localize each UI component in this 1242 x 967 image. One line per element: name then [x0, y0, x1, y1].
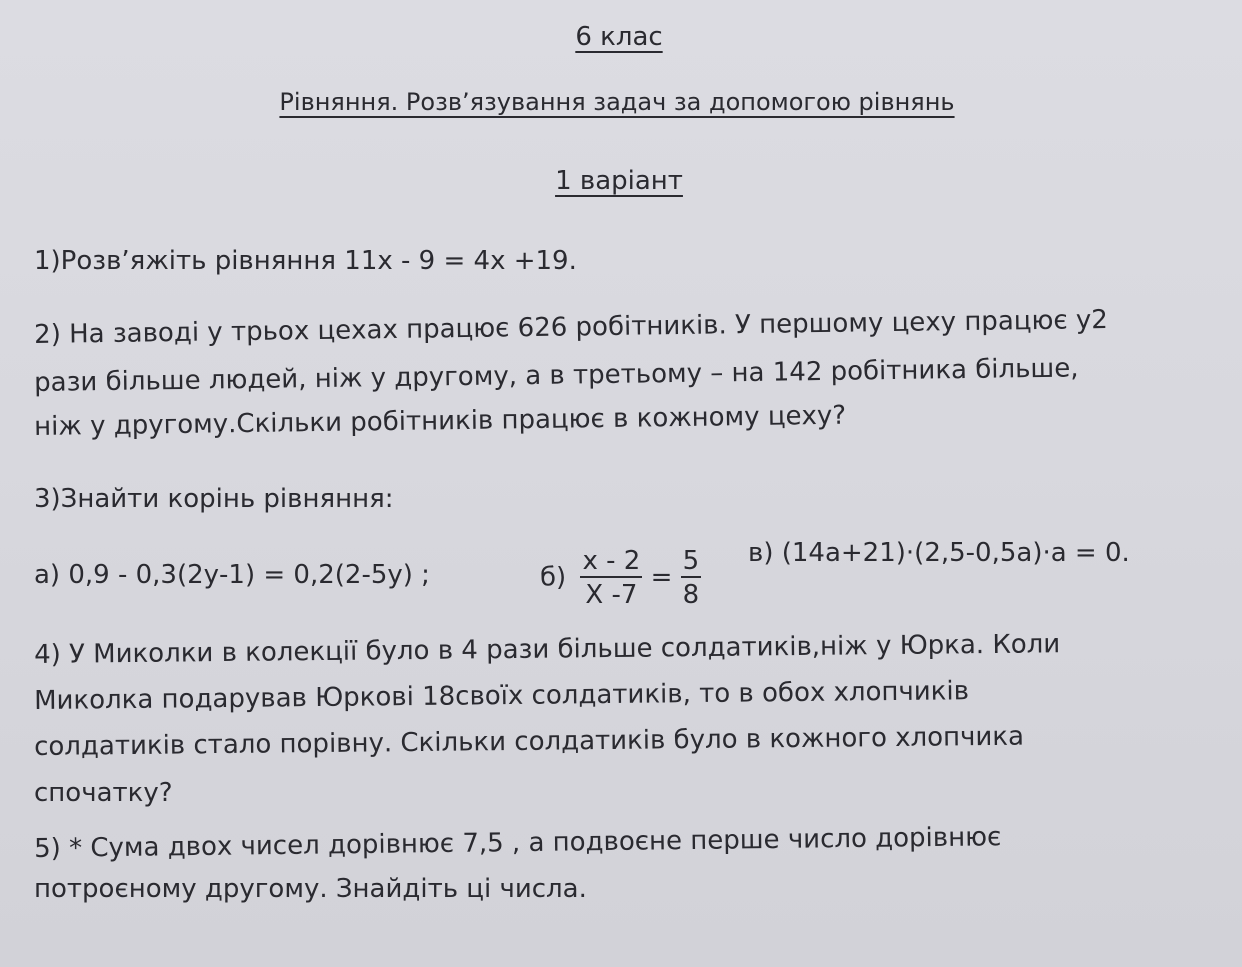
task-2-line-1: 2) На заводі у трьох цехах працює 626 робітників. У першому цеху працює у2	[33, 305, 1109, 350]
task-4-line-3: солдатиків стало порівну. Скільки солдатиків було в кожного хлопчика	[33, 721, 1025, 762]
grade-heading: 6 клас	[575, 22, 663, 52]
task-5-line-2: потроєному другому. Знайдіть ці числа.	[34, 874, 587, 904]
task-4-line-2: Миколка подарував Юркові 18своїх солдатиків, то в обох хлопчиків	[33, 676, 970, 716]
task-4-line-4: спочатку?	[34, 778, 173, 808]
task-3b-equation	[540, 548, 701, 608]
variant-heading: 1 варіант	[555, 166, 683, 196]
task-3b-equals: =	[650, 562, 673, 593]
task-3b-right-fraction	[681, 548, 702, 608]
task-2-line-2: рази більше людей, ніж у другому, а в третьому – на 142 робітника більше,	[33, 353, 1079, 398]
task-3-title: 3)Знайти корінь рівняння:	[34, 484, 394, 514]
task-2-line-3: ніж у другому.Скільки робітників працює в кожному цеху?	[33, 400, 847, 442]
task-3b-label: б)	[540, 562, 567, 593]
task-3c-equation: в) (14а+21)·(2,5-0,5а)·а = 0.	[748, 538, 1130, 568]
task-3b-right-denominator: 8	[682, 580, 700, 610]
task-4-line-1: 4) У Миколки в колекції було в 4 рази більше солдатиків,ніж у Юрка. Коли	[33, 629, 1061, 670]
task-1: 1)Розв’яжіть рівняння 11х - 9 = 4х +19.	[34, 246, 577, 276]
task-3a-equation: а) 0,9 - 0,3(2у-1) = 0,2(2-5у) ;	[34, 560, 430, 590]
task-3b-left-fraction	[580, 548, 642, 608]
task-3b-left-numerator: х - 2	[582, 546, 641, 576]
task-3b-right-numerator: 5	[682, 546, 700, 576]
topic-heading: Рівняння. Розв’язування задач за допомогою рівнянь	[279, 88, 955, 116]
task-3b-left-denominator: Х -7	[585, 580, 638, 610]
task-5-line-1: 5) * Сума двох чисел дорівнює 7,5 , а подвоєне перше число дорівнює	[33, 822, 1002, 864]
